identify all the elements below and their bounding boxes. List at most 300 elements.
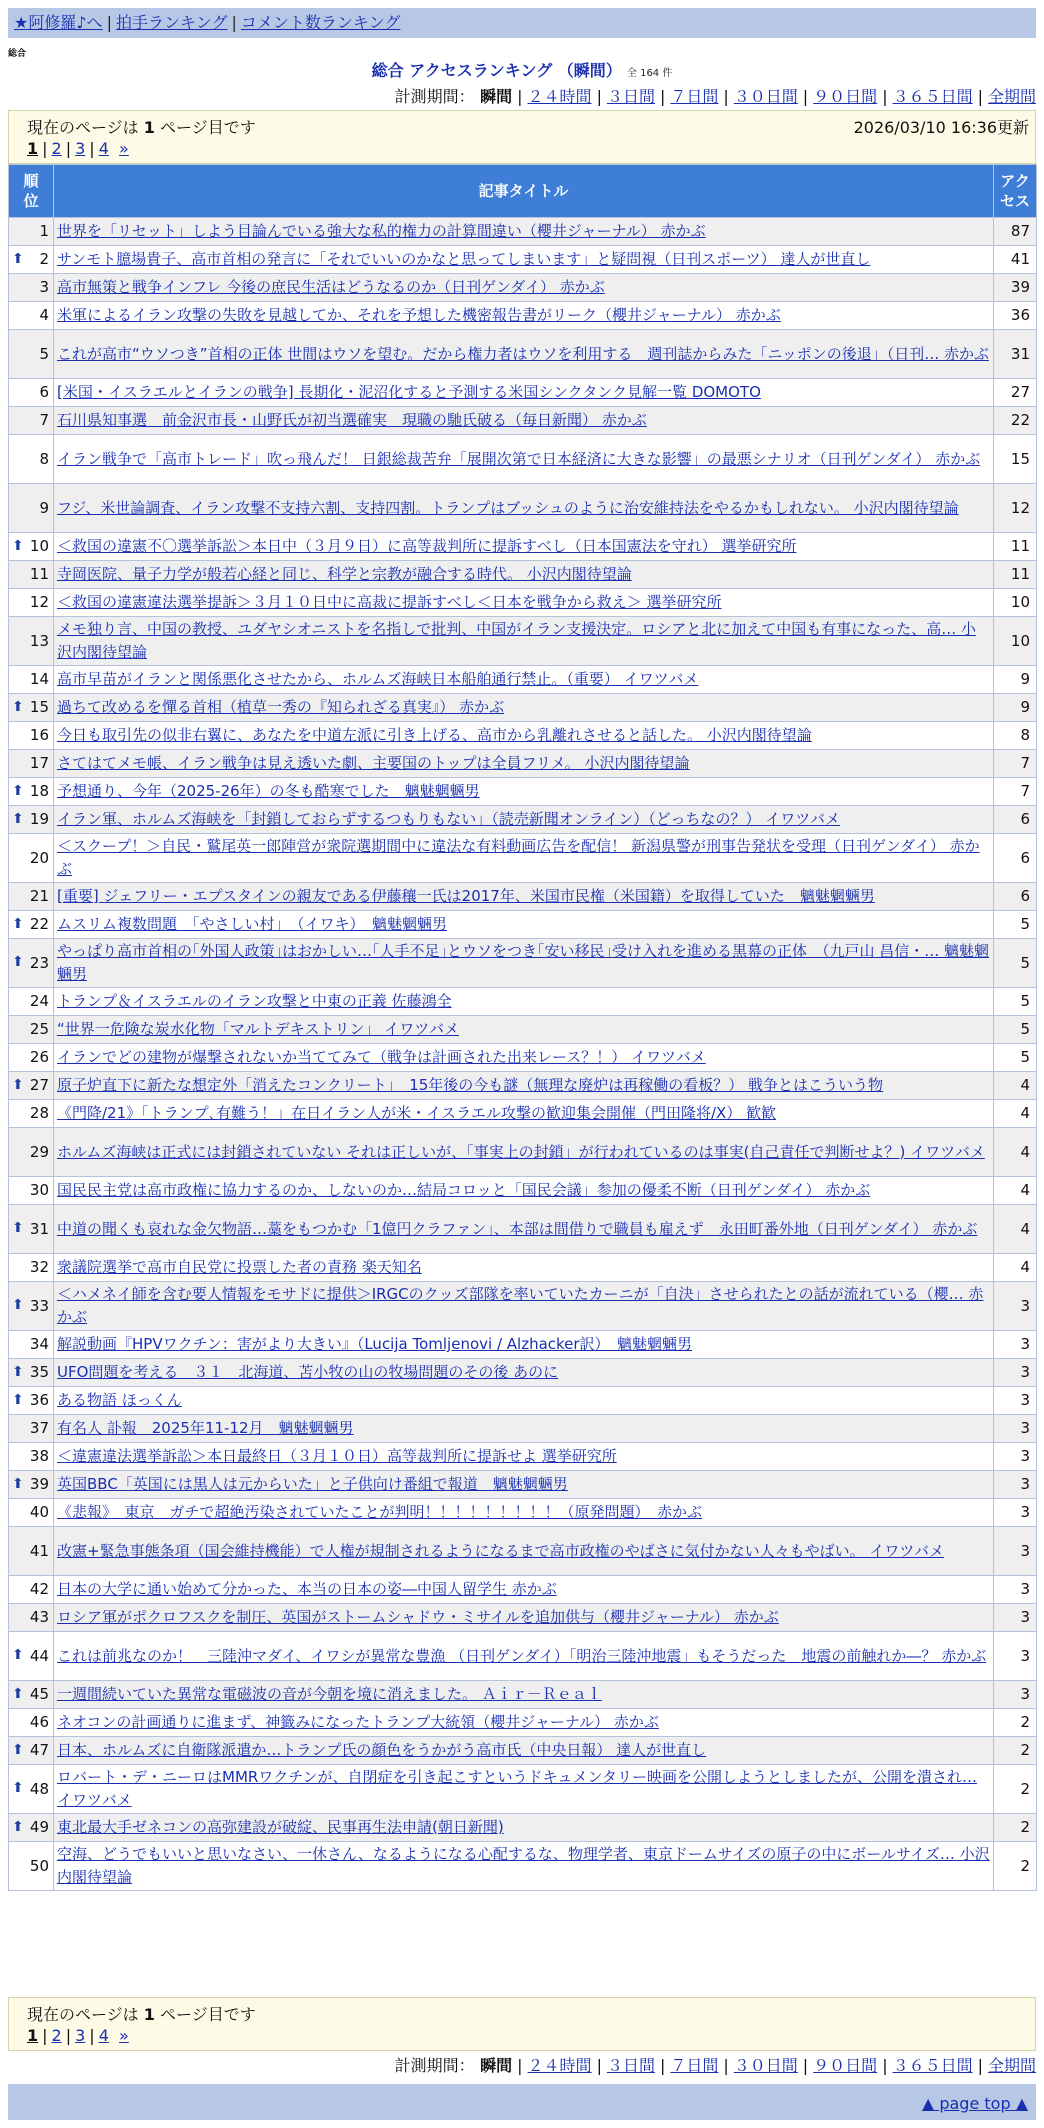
period-separator: | xyxy=(517,2056,523,2075)
access-count-cell: 5 xyxy=(994,1016,1037,1044)
article-title-link[interactable]: 一週間続いていた異常な電磁波の音が今朝を境に消えました。 Ａｉｒ－Ｒｅａｌ xyxy=(57,1685,602,1703)
period-option-link[interactable]: ７日間 xyxy=(670,87,719,106)
access-count-cell: 15 xyxy=(994,435,1037,484)
rank-cell xyxy=(9,1576,54,1604)
access-count-cell: 2 xyxy=(994,1709,1037,1737)
rank-number: 22 xyxy=(29,915,49,933)
rank-up-arrow-icon: ⬆ xyxy=(12,1363,24,1380)
rank-cell xyxy=(9,1177,54,1205)
ranking-title: 総合 アクセスランキング （瞬間） xyxy=(371,61,622,80)
article-title-link[interactable]: 《悲報》 東京 ガチで超絶汚染されていたことが判明！！！！！！！！！（原発問題） 赤かぶ xyxy=(57,1503,703,1521)
rank-number: 48 xyxy=(29,1779,49,1798)
table-row xyxy=(9,1814,1037,1842)
period-separator: | xyxy=(977,2056,983,2075)
period-option-link[interactable]: ７日間 xyxy=(670,2056,719,2075)
page-number-link[interactable]: 4 xyxy=(98,2026,109,2045)
article-title-link[interactable]: サンモト臆場貴子、高市首相の発言に「それでいいのかなと思ってしまいます」と疑問視（日刊スポーツ） 達人が世直し xyxy=(57,250,871,268)
article-title-link[interactable]: 日本の大学に通い始めて分かった、本当の日本の姿―中国人留学生 赤かぶ xyxy=(57,1580,557,1598)
article-title-link[interactable]: ＜ハメネイ師を含む要人情報をモサドに提供＞IRGCのクッズ部隊を率いていたカーニが「自決」させられたとの話が流れている（櫻… 赤かぶ xyxy=(57,1285,984,1326)
page-top-link[interactable]: ▲ page top ▲ xyxy=(921,2094,1028,2113)
rank-number: 41 xyxy=(29,1541,49,1560)
table-row xyxy=(9,1765,1037,1814)
article-title-link[interactable]: 有名人 訃報 2025年11-12月 魑魅魍魎男 xyxy=(57,1419,354,1437)
rank-up-arrow-icon: ⬆ xyxy=(12,810,24,827)
period-separator: | xyxy=(802,87,809,106)
period-option-link[interactable]: 全期間 xyxy=(987,2056,1036,2075)
title-cell xyxy=(54,246,994,274)
access-count-cell: 22 xyxy=(994,407,1037,435)
title-cell xyxy=(54,484,994,533)
article-title-link[interactable]: ロシア軍がポクロフスクを制圧、英国がストームシャドウ・ミサイルを追加供与（櫻井ジャーナル） 赤かぶ xyxy=(57,1608,779,1626)
article-title-link[interactable]: 原子炉直下に新たな想定外「消えたコンクリート」 15年後の今も謎（無理な廃炉は再稼働の看板？） 戦争とはこういう物 xyxy=(57,1076,884,1094)
period-separator: | xyxy=(802,2056,809,2075)
page-number-link[interactable]: 2 xyxy=(51,2026,62,2045)
rank-cell xyxy=(9,435,54,484)
rank-up-arrow-icon: ⬆ xyxy=(12,1741,24,1758)
rank-cell xyxy=(9,1765,54,1814)
rank-number: 42 xyxy=(29,1580,49,1598)
table-row xyxy=(9,1604,1037,1632)
period-option-link[interactable]: ２４時間 xyxy=(527,87,592,106)
title-cell xyxy=(54,778,994,806)
rank-cell xyxy=(9,274,54,302)
category-label: 総合 xyxy=(8,49,27,59)
rank-cell xyxy=(9,883,54,911)
rank-number: 2 xyxy=(39,250,49,268)
rank-cell xyxy=(9,1282,54,1331)
rank-number: 14 xyxy=(29,670,49,688)
article-title-link[interactable]: 石川県知事選 前金沢市長・山野氏が初当選確実 現職の馳氏破る（毎日新聞） 赤かぶ xyxy=(57,411,647,429)
rank-number: 12 xyxy=(29,593,49,611)
rank-number: 50 xyxy=(29,1856,49,1875)
article-title-link[interactable]: 空海、どうでもいいと思いなさい、一休さん、なるようになる心配するな、物理学者、東京ドームサイズの原子の中にボールサイズ… 小沢内閣待望論 xyxy=(57,1845,990,1886)
table-row xyxy=(9,218,1037,246)
rank-up-arrow-icon: ⬆ xyxy=(12,954,24,970)
rank-number: 15 xyxy=(29,698,49,716)
period-label: 計測期間： xyxy=(394,87,475,106)
article-title-link[interactable]: 世界を「リセット」しよう目論んでいる強大な私的権力の計算間違い（櫻井ジャーナル） 赤かぶ xyxy=(57,222,706,240)
period-option-link[interactable]: 全期間 xyxy=(987,87,1036,106)
rank-number: 11 xyxy=(29,565,49,583)
rank-up-arrow-icon: ⬆ xyxy=(12,250,24,267)
rank-cell xyxy=(9,939,54,988)
rank-up-arrow-icon: ⬆ xyxy=(12,1297,24,1313)
access-count-cell: 6 xyxy=(994,806,1037,834)
table-row xyxy=(9,246,1037,274)
article-title-link[interactable]: [重要] ジェフリー・エプスタインの親友である伊藤穰一氏は2017年、米国市民権（米国籍）を取得していた 魑魅魍魎男 xyxy=(57,887,875,905)
period-option-link[interactable]: ９０日間 xyxy=(813,2056,878,2075)
access-count-cell: 6 xyxy=(994,834,1037,883)
table-row xyxy=(9,988,1037,1016)
article-title-link[interactable]: イランでどの建物が爆撃されないか当ててみて（戦争は計画された出来レース？！） イワツバメ xyxy=(57,1048,706,1066)
rank-number: 47 xyxy=(29,1741,49,1759)
table-row xyxy=(9,778,1037,806)
table-row xyxy=(9,694,1037,722)
title-cell xyxy=(54,1331,994,1359)
table-row xyxy=(9,274,1037,302)
rank-number: 10 xyxy=(29,537,49,555)
top-nav-bar xyxy=(8,8,1036,38)
rank-cell xyxy=(9,1331,54,1359)
access-count-cell: 3 xyxy=(994,1415,1037,1443)
rank-cell xyxy=(9,806,54,834)
rank-cell xyxy=(9,302,54,330)
table-row xyxy=(9,1282,1037,1331)
page-separator: | xyxy=(65,139,72,158)
title-cell xyxy=(54,1016,994,1044)
rank-number: 21 xyxy=(29,887,49,905)
access-count-cell: 4 xyxy=(994,1100,1037,1128)
rank-number: 34 xyxy=(29,1335,49,1353)
title-cell xyxy=(54,1632,994,1681)
table-row xyxy=(9,939,1037,988)
access-count-cell: 12 xyxy=(994,484,1037,533)
period-selector-top xyxy=(395,86,1036,108)
title-cell xyxy=(54,911,994,939)
ranking-count: 全 164 件 xyxy=(626,68,673,79)
ranking-heading xyxy=(0,60,1044,85)
access-count-cell: 4 xyxy=(994,1205,1037,1254)
table-row xyxy=(9,1681,1037,1709)
rank-number: 13 xyxy=(29,631,49,650)
period-separator: | xyxy=(596,87,602,106)
rank-number: 19 xyxy=(29,810,49,828)
table-row xyxy=(9,379,1037,407)
rank-cell xyxy=(9,533,54,561)
period-option-link[interactable]: ３０日間 xyxy=(733,87,798,106)
article-title-link[interactable]: 今日も取引先の似非右翼に、あなたを中道左派に引き上げる、高市から乳離れさせると話した。 小沢内閣待望論 xyxy=(57,726,812,744)
rank-number: 1 xyxy=(39,222,49,240)
current-page-text: 現在のページは 1 ページ目です xyxy=(27,118,256,137)
period-option-link[interactable]: ３０日間 xyxy=(733,2056,798,2075)
access-count-cell: 3 xyxy=(994,1471,1037,1499)
rank-cell xyxy=(9,1814,54,1842)
table-row xyxy=(9,1072,1037,1100)
rank-number: 33 xyxy=(29,1296,49,1315)
table-row xyxy=(9,1632,1037,1681)
page-number-link[interactable]: 2 xyxy=(51,139,62,158)
period-option-link[interactable]: ２４時間 xyxy=(527,2056,592,2075)
table-row xyxy=(9,883,1037,911)
access-count-cell: 39 xyxy=(994,274,1037,302)
access-count-cell: 11 xyxy=(994,533,1037,561)
rank-cell xyxy=(9,1072,54,1100)
article-title-link[interactable]: 中道の聞くも哀れな金欠物語…藁をもつかむ「1億円クラファン」、本部は間借りで職員も雇えず 永田町番外地（日刊ゲンダイ） 赤かぶ xyxy=(57,1219,978,1238)
table-row xyxy=(9,435,1037,484)
rank-number: 27 xyxy=(29,1076,49,1094)
article-title-link[interactable]: “世界一危険な炭水化物「マルトデキストリン」 イワツバメ xyxy=(57,1020,459,1038)
article-title-link[interactable]: 過ちて改めるを憚る首相（植草一秀の『知られざる真実』） 赤かぶ xyxy=(57,698,505,716)
rank-cell xyxy=(9,484,54,533)
title-cell xyxy=(54,1387,994,1415)
table-row xyxy=(9,750,1037,778)
article-title-link[interactable]: イラン戦争で「高市トレード」吹っ飛んだ！ 日銀総裁苦弁「展開次第で日本経済に大きな影響」の最悪シナリオ（日刊ゲンダイ） 赤かぶ xyxy=(57,449,981,468)
article-title-link[interactable]: 衆議院選挙で高市自民党に投票した者の責務 楽天知名 xyxy=(57,1258,422,1276)
article-title-link[interactable]: ロバート・デ・ニーロはMMRワクチンが、自閉症を引き起こすというドキュメンタリー映画を公開しようとしましたが、公開を潰され… イワツバメ xyxy=(57,1768,977,1809)
rank-number: 25 xyxy=(29,1020,49,1038)
access-count-cell: 3 xyxy=(994,1527,1037,1576)
title-cell xyxy=(54,883,994,911)
article-title-link[interactable]: UFO問題を考える ３１ 北海道、苫小牧の山の牧場問題のその後 あのに xyxy=(57,1363,559,1381)
rank-up-arrow-icon: ⬆ xyxy=(12,915,24,932)
period-option-link[interactable]: ９０日間 xyxy=(813,87,878,106)
table-row xyxy=(9,1842,1037,1891)
rank-cell xyxy=(9,778,54,806)
access-count-cell: 27 xyxy=(994,379,1037,407)
title-cell xyxy=(54,1415,994,1443)
period-separator: | xyxy=(659,87,666,106)
table-row xyxy=(9,1359,1037,1387)
header-rank: 順位 xyxy=(9,165,54,218)
comment-ranking-link[interactable]: コメント数ランキング xyxy=(240,13,401,32)
rank-number: 18 xyxy=(29,782,49,800)
rank-number: 16 xyxy=(29,726,49,744)
rank-number: 46 xyxy=(29,1713,49,1731)
rank-cell xyxy=(9,1044,54,1072)
rank-cell xyxy=(9,1387,54,1415)
title-cell xyxy=(54,722,994,750)
rank-number: 35 xyxy=(29,1363,49,1381)
title-cell xyxy=(54,939,994,988)
rank-cell xyxy=(9,1681,54,1709)
article-title-link[interactable]: 寺岡医院、量子力学が般若心経と同じ、科学と宗教が融合する時代。 小沢内閣待望論 xyxy=(57,565,632,583)
article-title-link[interactable]: 解説動画『HPVワクチン：害がより大きい』（Lucija Tomljenovi / Alzhacker訳） 魑魅魍魎男 xyxy=(57,1335,693,1353)
access-count-cell: 3 xyxy=(994,1604,1037,1632)
rank-cell xyxy=(9,722,54,750)
next-page-link[interactable]: » xyxy=(119,2026,129,2045)
article-title-link[interactable]: ＜違憲違法選挙訴訟＞本日最終日（３月１０日）高等裁判所に提訴せよ 選挙研究所 xyxy=(57,1447,617,1465)
access-count-cell: 3 xyxy=(994,1499,1037,1527)
period-option-link[interactable]: ３日間 xyxy=(606,87,655,106)
page-number-link[interactable]: 4 xyxy=(98,139,109,158)
title-cell xyxy=(54,1499,994,1527)
article-title-link[interactable]: ムスリム複数問題 「やさしい村」 （イワキ） 魑魅魍魎男 xyxy=(57,915,448,933)
article-title-link[interactable]: 予想通り、今年（2025-26年）の冬も酷寒でした 魑魅魍魎男 xyxy=(57,782,480,800)
rank-cell xyxy=(9,218,54,246)
nav-separator: | xyxy=(106,13,112,32)
title-cell xyxy=(54,1205,994,1254)
page-separator: | xyxy=(42,2026,48,2045)
rank-cell xyxy=(9,1443,54,1471)
article-title-link[interactable]: これが高市“ウソつき”首相の正体 世間はウソを望む。だから権力者はウソを利用する 週刊誌からみた「ニッポンの後退」（日刊… 赤かぶ xyxy=(57,344,989,363)
pager-bottom xyxy=(8,1997,1036,2051)
rank-up-arrow-icon: ⬆ xyxy=(12,1818,24,1835)
period-separator: | xyxy=(723,87,729,106)
access-count-cell: 3 xyxy=(994,1387,1037,1415)
rank-up-arrow-icon: ⬆ xyxy=(12,1391,24,1408)
table-row xyxy=(9,1499,1037,1527)
rank-number: 4 xyxy=(39,306,49,324)
title-cell xyxy=(54,1282,994,1331)
period-label: 計測期間： xyxy=(394,2056,475,2075)
rank-cell xyxy=(9,1415,54,1443)
article-title-link[interactable]: メモ独り言、中国の教授、ユダヤシオニストを名指しで批判、中国がイラン支援決定。ロシアと北に加えて中国も有事になった、高… 小沢内閣待望論 xyxy=(57,620,977,661)
rank-number: 49 xyxy=(29,1818,49,1836)
access-count-cell: 10 xyxy=(994,617,1037,666)
rank-up-arrow-icon: ⬆ xyxy=(12,1475,24,1492)
period-option-link[interactable]: ３６５日間 xyxy=(892,2056,973,2075)
period-separator: | xyxy=(596,2056,602,2075)
access-count-cell: 2 xyxy=(994,1765,1037,1814)
page-separator: | xyxy=(65,2026,72,2045)
table-row xyxy=(9,1128,1037,1177)
title-cell xyxy=(54,1072,994,1100)
article-title-link[interactable]: やっぱり高市首相の｢外国人政策｣はおかしい…｢人手不足｣とウソをつき｢安い移民｣受け入れを進める黒幕の正体 （九戸山 昌信・… 魑魅魍魎男 xyxy=(57,942,990,983)
rank-number: 6 xyxy=(39,383,49,401)
rank-cell xyxy=(9,911,54,939)
access-count-cell: 4 xyxy=(994,1072,1037,1100)
access-count-cell: 9 xyxy=(994,694,1037,722)
title-cell xyxy=(54,694,994,722)
access-count-cell: 4 xyxy=(994,1177,1037,1205)
rank-cell xyxy=(9,750,54,778)
rank-cell xyxy=(9,1100,54,1128)
table-row xyxy=(9,561,1037,589)
title-cell xyxy=(54,330,994,379)
title-cell xyxy=(54,435,994,484)
period-option-link[interactable]: ３６５日間 xyxy=(892,87,973,106)
rank-cell xyxy=(9,1737,54,1765)
access-count-cell: 5 xyxy=(994,911,1037,939)
article-title-link[interactable]: 東北最大手ゼネコンの高弥建設が破綻、民事再生法申請(朝日新聞) xyxy=(57,1818,504,1836)
rank-cell xyxy=(9,1604,54,1632)
page-current-number: 1 xyxy=(27,139,39,158)
rank-number: 44 xyxy=(29,1646,49,1665)
rank-cell xyxy=(9,561,54,589)
article-title-link[interactable]: 高市早苗がイランと関係悪化させたから、ホルムズ海峡日本船舶通行禁止。（重要） イワツバメ xyxy=(57,670,699,688)
rank-number: 28 xyxy=(29,1104,49,1122)
title-cell xyxy=(54,1443,994,1471)
article-title-link[interactable]: 英国BBC「英国には黒人は元からいた」と子供向け番組で報道 魑魅魍魎男 xyxy=(57,1475,568,1493)
table-row xyxy=(9,330,1037,379)
table-row xyxy=(9,806,1037,834)
access-count-cell: 36 xyxy=(994,302,1037,330)
title-cell xyxy=(54,617,994,666)
period-option-link[interactable]: ３日間 xyxy=(606,2056,655,2075)
access-count-cell: 3 xyxy=(994,1331,1037,1359)
access-count-cell: 2 xyxy=(994,1737,1037,1765)
access-count-cell: 31 xyxy=(994,330,1037,379)
title-cell xyxy=(54,666,994,694)
rank-number: 40 xyxy=(29,1503,49,1521)
article-title-link[interactable]: 《門降/21》「トランプ､有難う！」在日イラン人が米・イスラエル攻撃の歓迎集会開催（門田隆将/X） 歓歓 xyxy=(57,1104,777,1122)
title-cell xyxy=(54,1044,994,1072)
title-cell xyxy=(54,806,994,834)
ranking-table xyxy=(8,164,1037,1891)
page-number-link[interactable]: 3 xyxy=(75,139,86,158)
title-cell xyxy=(54,589,994,617)
rank-cell xyxy=(9,1499,54,1527)
rank-number: 24 xyxy=(29,992,49,1010)
article-title-link[interactable]: 米軍によるイラン攻撃の失敗を見越してか、それを予想した機密報告書がリーク（櫻井ジャーナル） 赤かぶ xyxy=(57,306,781,324)
title-cell xyxy=(54,302,994,330)
clap-ranking-link[interactable]: 拍手ランキング xyxy=(115,13,228,32)
table-row xyxy=(9,722,1037,750)
rank-cell xyxy=(9,1254,54,1282)
article-title-link[interactable]: ホルムズ海峡は正式には封鎖されていない それは正しいが、「事実上の封鎖」が行われているのは事実(自己責任で判断せよ？) イワツバメ xyxy=(57,1142,985,1161)
table-row xyxy=(9,1737,1037,1765)
period-separator: | xyxy=(882,2056,888,2075)
table-row xyxy=(9,1527,1037,1576)
rank-cell xyxy=(9,246,54,274)
next-page-link[interactable]: » xyxy=(119,139,129,158)
article-title-link[interactable]: フジ、米世論調査、イラン攻撃不支持六割、支持四割。トランプはブッシュのように治安維持法をやるかもしれない。 小沢内閣待望論 xyxy=(57,498,959,517)
home-link[interactable]: ★阿修羅♪へ xyxy=(14,13,103,32)
rank-cell xyxy=(9,1842,54,1891)
access-count-cell: 2 xyxy=(994,1814,1037,1842)
period-separator: | xyxy=(517,87,523,106)
article-title-link[interactable]: ＜スクープ！＞自民・鷲尾英一郎陣営が衆院選期間中に違法な有料動画広告を配信！ 新潟県警が刑事告発状を受理（日刊ゲンダイ） 赤かぶ xyxy=(57,837,980,878)
access-count-cell: 5 xyxy=(994,1044,1037,1072)
rank-cell xyxy=(9,988,54,1016)
rank-up-arrow-icon: ⬆ xyxy=(12,782,24,799)
article-title-link[interactable]: イラン軍、ホルムズ海峡を「封鎖しておらずするつもりもない」（読売新聞オンライン）（どっちなの？） イワツバメ xyxy=(57,810,840,828)
table-row xyxy=(9,617,1037,666)
page-number-link[interactable]: 3 xyxy=(75,2026,86,2045)
table-row xyxy=(9,1576,1037,1604)
page-links xyxy=(27,2026,129,2045)
access-count-cell: 41 xyxy=(994,246,1037,274)
rank-up-arrow-icon: ⬆ xyxy=(12,1076,24,1093)
article-title-link[interactable]: 改憲+緊急事態条項（国会維持機能）で人権が規制されるようになるまで高市政権のやばさに気付かない人々もやばい。 イワツバメ xyxy=(57,1541,945,1560)
access-count-cell: 5 xyxy=(994,939,1037,988)
rank-cell xyxy=(9,589,54,617)
access-count-cell: 3 xyxy=(994,1443,1037,1471)
article-title-link[interactable]: ＜救国の違憲違法選挙提訴＞３月１０日中に高裁に提訴すべし＜日本を戦争から救え＞ 選挙研究所 xyxy=(57,593,722,611)
access-count-cell: 3 xyxy=(994,1632,1037,1681)
article-title-link[interactable]: [米国・イスラエルとイランの戦争] 長期化・泥沼化すると予測する米国シンクタンク見解一覧 DOMOTO xyxy=(57,383,761,401)
rank-number: 3 xyxy=(39,278,49,296)
title-cell xyxy=(54,1527,994,1576)
title-cell xyxy=(54,1576,994,1604)
table-row xyxy=(9,1044,1037,1072)
rank-up-arrow-icon: ⬆ xyxy=(12,1685,24,1702)
table-row xyxy=(9,533,1037,561)
table-row xyxy=(9,1100,1037,1128)
title-cell xyxy=(54,533,994,561)
rank-number: 39 xyxy=(29,1475,49,1493)
article-title-link[interactable]: 日本、ホルムズに自衛隊派遣か…トランプ氏の顔色をうかがう高市氏（中央日報） 達人が世直し xyxy=(57,1741,707,1759)
table-row xyxy=(9,1331,1037,1359)
article-title-link[interactable]: 高市無策と戦争インフレ 今後の庶民生活はどうなるのか（日刊ゲンダイ） 赤かぶ xyxy=(57,278,605,296)
title-cell xyxy=(54,834,994,883)
access-count-cell: 3 xyxy=(994,1359,1037,1387)
access-count-cell: 6 xyxy=(994,883,1037,911)
title-cell xyxy=(54,1100,994,1128)
rank-cell xyxy=(9,666,54,694)
rank-cell xyxy=(9,330,54,379)
rank-cell xyxy=(9,1527,54,1576)
article-title-link[interactable]: さてはてメモ帳、イラン戦争は見え透いた劇、主要国のトップは全員フリメ。 小沢内閣待望論 xyxy=(57,754,690,772)
table-row xyxy=(9,911,1037,939)
article-title-link[interactable]: ＜救国の違憲不〇選挙訴訟＞本日中（３月９日）に高等裁判所に提訴すべし（日本国憲法を守れ） 選挙研究所 xyxy=(57,537,797,555)
rank-cell xyxy=(9,834,54,883)
title-cell xyxy=(54,1842,994,1891)
article-title-link[interactable]: これは前兆なのか！ 三陸沖マダイ、イワシが異常な豊漁 （日刊ゲンダイ）「明治三陸沖地震」もそうだった 地震の前触れか―？ 赤かぶ xyxy=(57,1646,987,1665)
rank-number: 36 xyxy=(29,1391,49,1409)
rank-number: 38 xyxy=(29,1447,49,1465)
rank-cell xyxy=(9,1128,54,1177)
table-row xyxy=(9,1177,1037,1205)
access-count-cell: 10 xyxy=(994,589,1037,617)
table-row xyxy=(9,1415,1037,1443)
article-title-link[interactable]: 国民民主党は高市政権に協力するのか、しないのか…結局コロッと「国民会議」参加の優柔不断（日刊ゲンダイ） 赤かぶ xyxy=(57,1181,871,1199)
article-title-link[interactable]: ある物語 ほっくん xyxy=(57,1391,182,1409)
table-row xyxy=(9,1254,1037,1282)
article-title-link[interactable]: ネオコンの計画通りに進まず、神籤みになったトランプ大統領（櫻井ジャーナル） 赤かぶ xyxy=(57,1713,659,1731)
period-selector-bottom xyxy=(395,2055,1036,2077)
article-title-link[interactable]: トランプ＆イスラエルのイラン攻撃と中東の正義 佐藤鴻全 xyxy=(57,992,452,1010)
